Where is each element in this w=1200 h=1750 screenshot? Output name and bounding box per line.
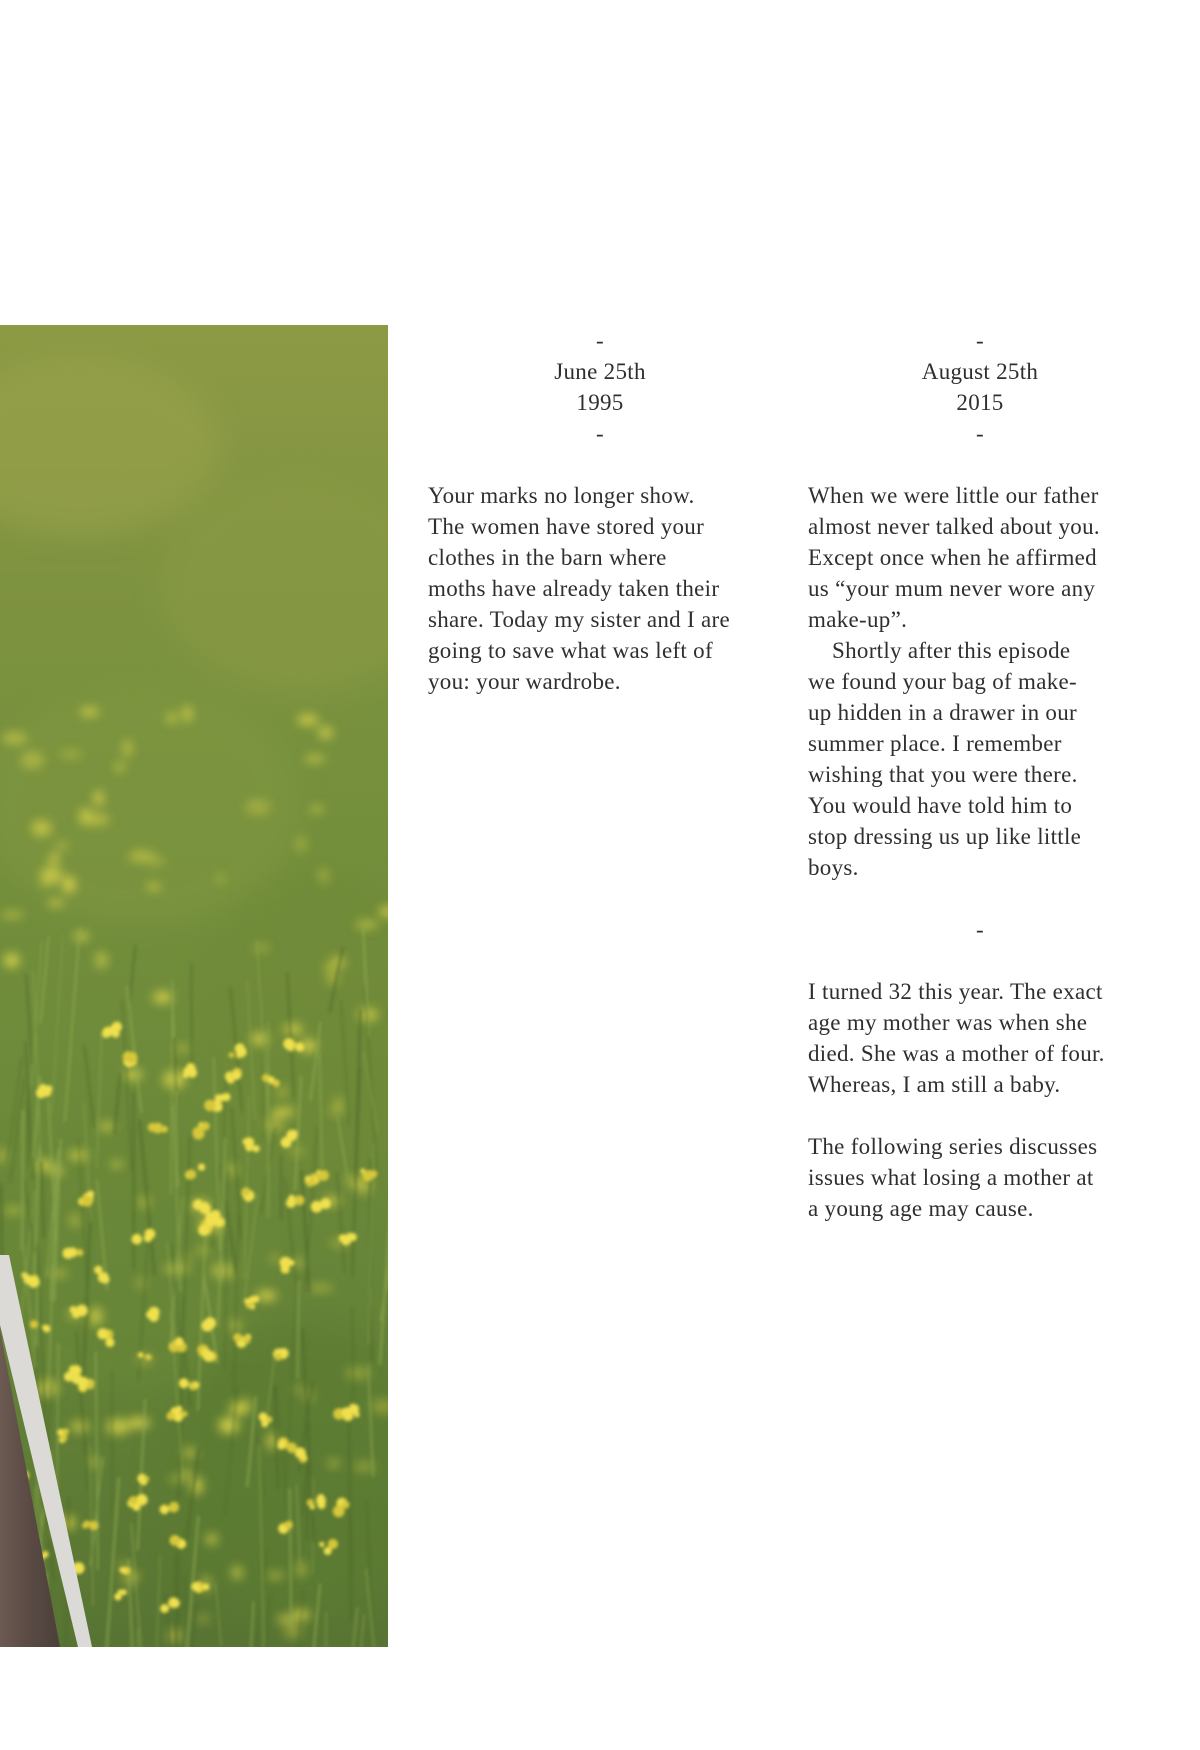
entry-text-paragraph-3: I turned 32 this year. The exact age my mother was when she died. She was a mother of four. Whereas, I am still a baby. <box>808 979 1105 1097</box>
section-separator: - <box>976 917 984 942</box>
field-photo-graphic <box>0 325 388 1647</box>
entry-text-paragraph-2: Shortly after this episode we found your bag of make- up hidden in a drawer in our summer place. I remember wishing that you were there. You would have told him to stop dressing us up like little boys. <box>808 638 1082 880</box>
entry-text: Your marks no longer show. The women have stored your clothes in the barn where moths have already taken their share. Today my sister and I are going to save what was left of you: your wardrobe. <box>428 483 730 694</box>
entry-text-paragraph-4: The following series discusses issues what losing a mother at a young age may cause. <box>808 1134 1098 1221</box>
dash-bottom: - <box>976 421 984 446</box>
entry-1995 <box>428 325 772 697</box>
date-day: June 25th <box>554 359 646 384</box>
date-day: August 25th <box>921 359 1039 384</box>
entry-text-paragraph-1: When we were little our father almost never talked about you. Except once when he affirmed us “your mum never wore any make-up”. <box>808 483 1100 632</box>
field-photo <box>0 325 388 1647</box>
dash-top: - <box>976 328 984 353</box>
dash-bottom: - <box>596 421 604 446</box>
entry-2015 <box>808 325 1152 1224</box>
date-block-1995 <box>428 325 772 449</box>
date-year: 1995 <box>576 390 624 415</box>
date-block-2015 <box>808 325 1152 449</box>
dash-top: - <box>596 328 604 353</box>
date-year: 2015 <box>956 390 1004 415</box>
